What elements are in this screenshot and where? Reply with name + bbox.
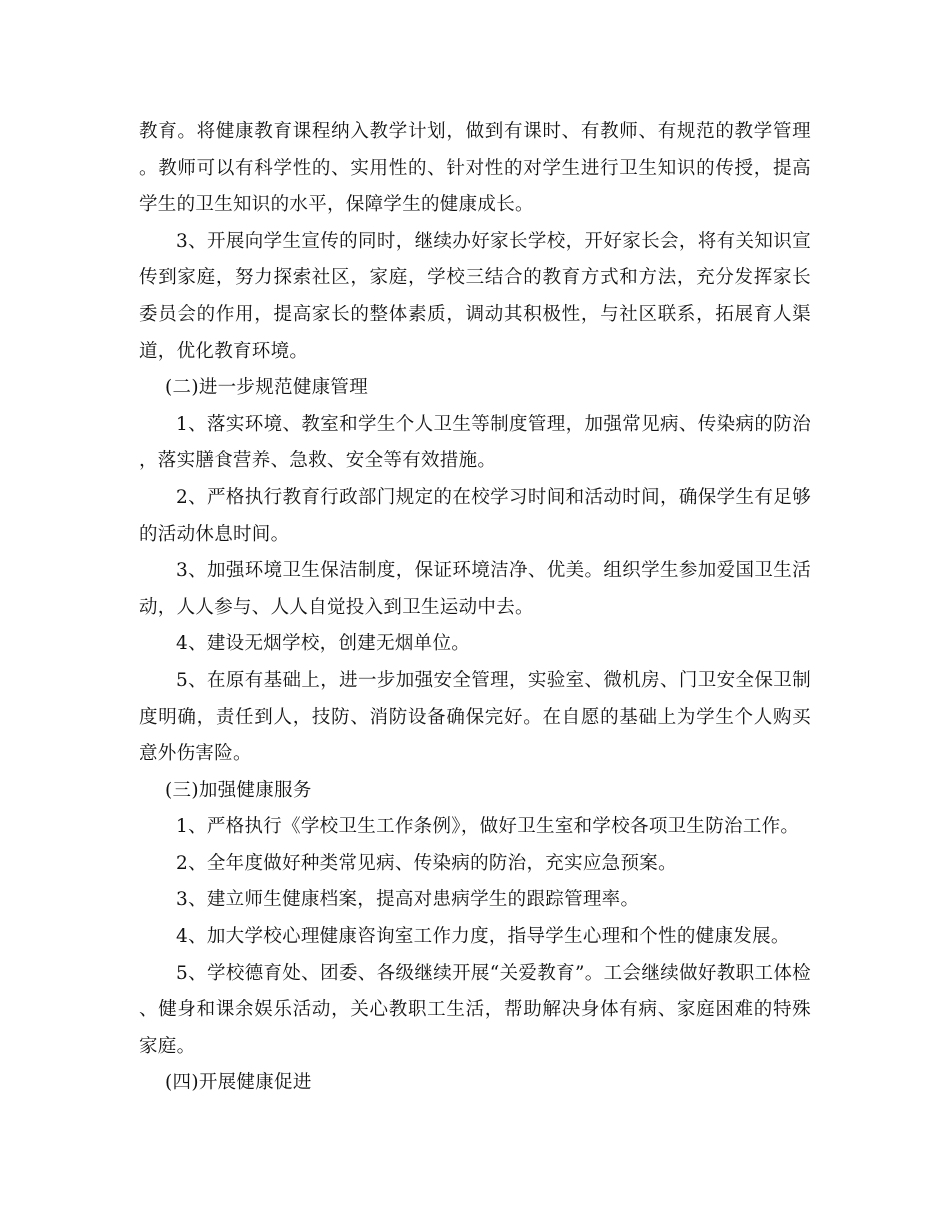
paragraph-item-3-parents-school: 3、开展向学生宣传的同时，继续办好家长学校，开好家长会，将有关知识宣传到家庭，努力探索社区，家庭，学校三结合的教育方式和方法，充分发挥家长委员会的作用，提高家长的整体素质，调动其积极性，与社区联系，拓展育人渠道，优化教育环境。 bbox=[139, 230, 811, 362]
paragraph-item-2-schedule: 2、严格执行教育行政部门规定的在校学习时间和活动时间，确保学生有足够的活动休息时间。 bbox=[139, 486, 811, 545]
paragraph-item-3-health-records: 3、建立师生健康档案，提高对患病学生的跟踪管理率。 bbox=[176, 889, 640, 911]
paragraph-item-2-prevention: 2、全年度做好种类常见病、传染病的防治，充实应急预案。 bbox=[176, 852, 677, 874]
section-heading-3: (三)加强健康服务 bbox=[165, 779, 312, 801]
document-body bbox=[139, 114, 811, 1102]
paragraph-item-4-smoke-free: 4、建设无烟学校，创建无烟单位。 bbox=[176, 633, 471, 655]
paragraph-continuation: 教育。将健康教育课程纳入教学计划，做到有课时、有教师、有规范的教学管理。教师可以有科学性的、实用性的、针对性的对学生进行卫生知识的传授，提高学生的卫生知识的水平，保障学生的健康成长。 bbox=[139, 121, 811, 216]
paragraph-item-3-environment: 3、加强环境卫生保洁制度，保证环境洁净、优美。组织学生参加爱国卫生活动，人人参与、人人自觉投入到卫生运动中去。 bbox=[139, 560, 811, 618]
section-heading-4: (四)开展健康促进 bbox=[165, 1072, 312, 1094]
paragraph-item-1-hygiene: 1、落实环境、教室和学生个人卫生等制度管理，加强常见病、传染病的防治，落实膳食营养、急救、安全等有效措施。 bbox=[139, 413, 811, 472]
paragraph-item-5-safety: 5、在原有基础上，进一步加强安全管理，实验室、微机房、门卫安全保卫制度明确，责任到人，技防、消防设备确保完好。在自愿的基础上为学生个人购买意外伤害险。 bbox=[139, 669, 811, 765]
section-heading-2: (二)进一步规范健康管理 bbox=[165, 377, 369, 399]
paragraph-item-5-care: 5、学校德育处、团委、各级继续开展“关爱教育”。工会继续做好教职工体检、健身和课余娱乐活动，关心教职工生活，帮助解决身体有病、家庭困难的特殊家庭。 bbox=[139, 962, 811, 1057]
paragraph-item-1-regulations: 1、严格执行《学校卫生工作条例》，做好卫生室和学校各项卫生防治工作。 bbox=[176, 816, 800, 838]
paragraph-item-4-counseling: 4、加大学校心理健康咨询室工作力度，指导学生心理和个性的健康发展。 bbox=[176, 926, 790, 948]
